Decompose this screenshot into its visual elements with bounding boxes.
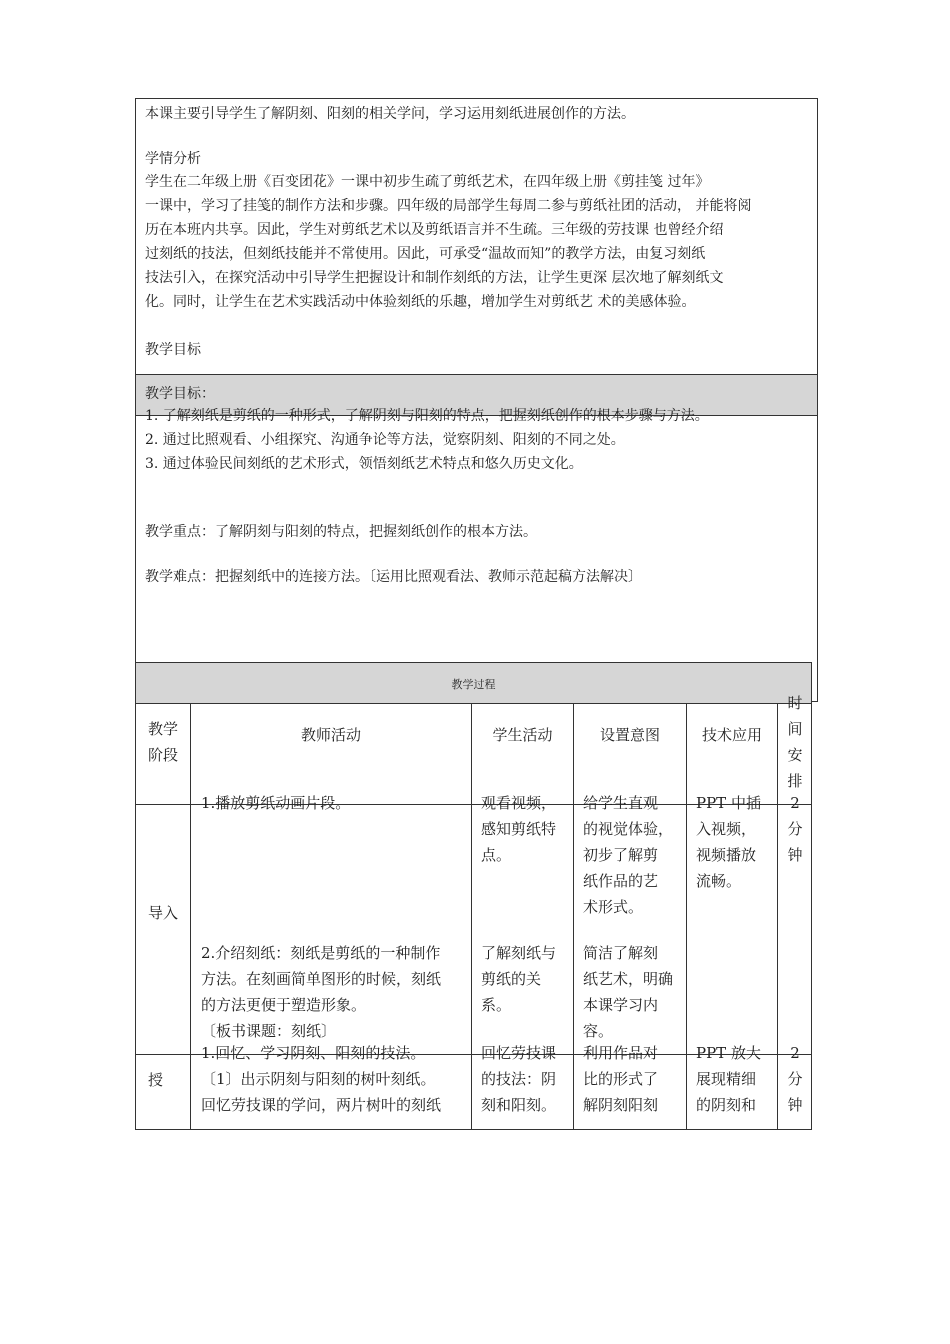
analysis-line: 一课中，学习了挂笺的制作方法和步骤。四年级的局部学生每周二参与剪纸社团的活动， 并能将阅 (145, 198, 752, 214)
row2-teacher-a: 1.回忆、学习阴刻、阳刻的技法。 〔1〕出示阴刻与阳刻的树叶刻纸。 回忆劳技课的学问，两片树叶的刻纸 (201, 1044, 442, 1114)
header-time: 时 间 安 排 (787, 694, 803, 790)
goals-label: 教学目标： (145, 386, 215, 402)
row1-stage: 导入 (148, 904, 179, 922)
row2-intent-a: 利用作品对 比的形式了 解阴刻阳刻 (583, 1044, 659, 1114)
analysis-line: 过刻纸的技法，但刻纸技能并不常使用。因此，可承受“温故而知”的教学方法，由复习刻纸 (145, 246, 706, 262)
analysis-line: 化。同时，让学生在艺术实践活动中体验刻纸的乐趣，增加学生对剪纸艺 术的美感体验。 (145, 294, 696, 310)
row1-teacher-b: 2.介绍刻纸：刻纸是剪纸的一种制作 方法。在刻画简单图形的时候，刻纸 的方法更便于塑造形象。 〔板书课题：刻纸〕 (201, 944, 442, 1040)
header-tech: 技术应用 (701, 726, 762, 744)
row1-intent-a: 给学生直观 的视觉体验， 初步了解剪 纸作品的艺 术形式。 (583, 794, 674, 916)
header-teacher: 教师活动 (300, 726, 361, 744)
col-divider (573, 703, 574, 1130)
analysis-paragraph (145, 170, 815, 314)
header-intent: 设置意图 (599, 726, 660, 744)
row1-time: 2 分 钟 (787, 794, 803, 864)
goal-item: 2. 通过比照观看、小组探究、沟通争论等方法，觉察阴刻、阳刻的不同之处。 (145, 432, 625, 448)
analysis-heading: 学情分析 (145, 151, 201, 167)
goal-item: 1. 了解刻纸是剪纸的一种形式，了解阴刻与阳刻的特点，把握刻纸创作的根本步骤与方法。 (145, 408, 709, 424)
col-divider (190, 703, 191, 1130)
goals-list (145, 404, 815, 476)
intro-line: 本课主要引导学生了解阴刻、阳刻的相关学问，学习运用刻纸进展创作的方法。 (145, 106, 635, 122)
difficulty: 教学难点：把握刻纸中的连接方法。〔运用比照观看法、教师示范起稿方法解决〕 (145, 569, 642, 585)
row1-student-a: 观看视频， 感知剪纸特 点。 (481, 794, 557, 864)
row2-stage: 授 (148, 1071, 164, 1089)
col-divider (686, 703, 687, 1130)
row1-student-b: 了解刻纸与 剪纸的关 系。 (481, 944, 557, 1014)
row1-intent-b: 简洁了解刻 纸艺术，明确 本课学习内 容。 (583, 944, 674, 1040)
row2-tech-a: PPT 放大 展现精细 的阴刻和 (696, 1044, 761, 1114)
analysis-line: 学生在二年级上册《百变团花》一课中初步生疏了剪纸艺术，在四年级上册《剪挂笺 过年》 (145, 174, 710, 190)
analysis-line: 技法引入，在探究活动中引导学生把握设计和制作刻纸的方法，让学生更深 层次地了解刻纸文 (145, 270, 724, 286)
row2-student-a: 回忆劳技课 的技法：阴 刻和阳刻。 (481, 1044, 557, 1114)
row1-tech-a: PPT 中插 入视频， 视频播放 流畅。 (696, 794, 761, 890)
row1-teacher-a: 1.播放剪纸动画片段。 (201, 794, 351, 812)
goal-item: 3. 通过体验民间刻纸的艺术形式，领悟刻纸艺术特点和悠久历史文化。 (145, 456, 583, 472)
header-stage: 教学 阶段 (148, 720, 179, 764)
goals-heading: 教学目标 (145, 342, 201, 358)
row2-time: 2 分 钟 (787, 1044, 803, 1114)
analysis-line: 历在本班内共享。因此，学生对剪纸艺术以及剪纸语言并不生疏。三年级的劳技课 也曾经介绍 (145, 222, 724, 238)
key-point: 教学重点：了解阴刻与阳刻的特点，把握刻纸创作的根本方法。 (145, 524, 537, 540)
header-student: 学生活动 (492, 726, 553, 744)
process-title: 教学过程 (451, 678, 496, 691)
